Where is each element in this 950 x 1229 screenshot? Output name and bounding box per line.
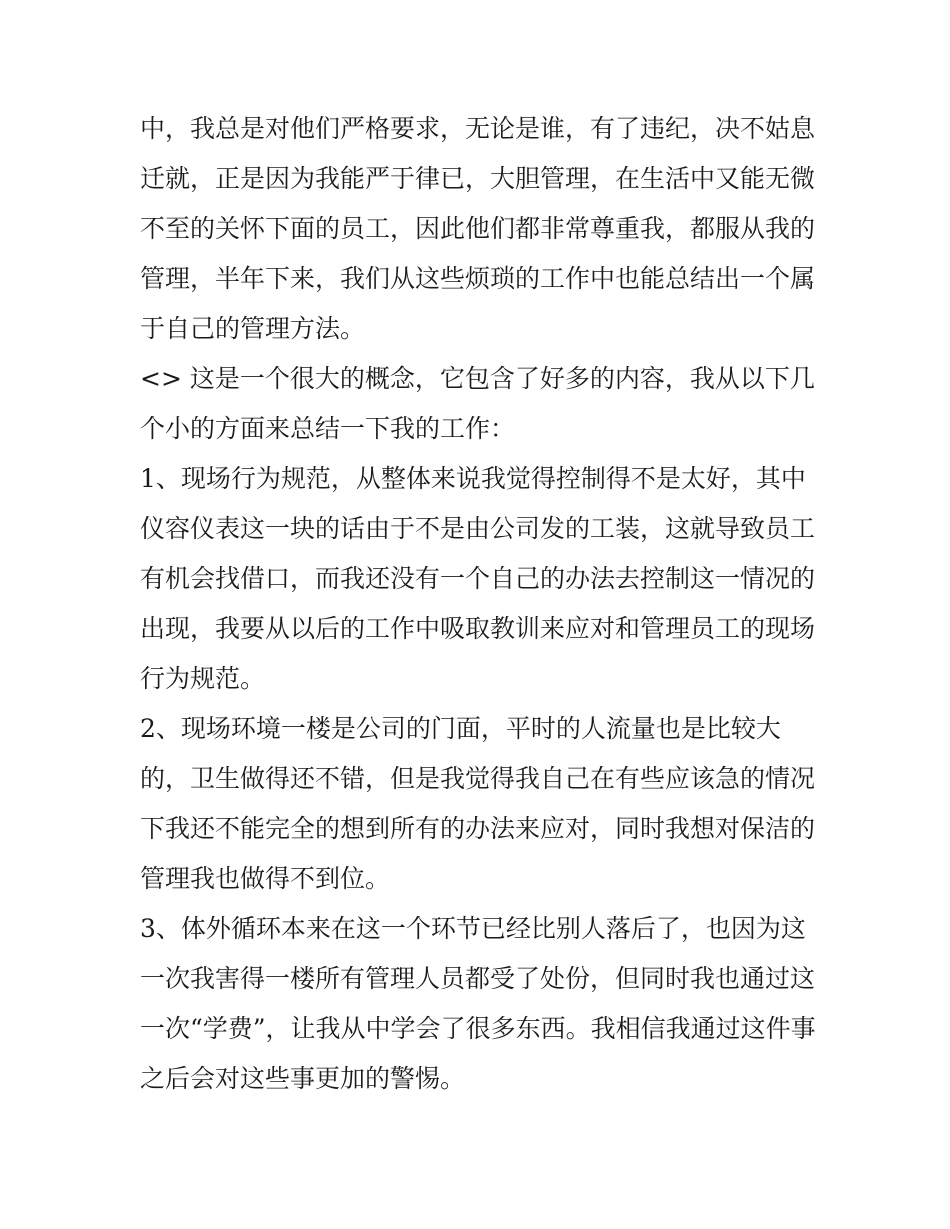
text-line: 仪容仪表这一块的话由于不是由公司发的工装，这就导致员工 — [140, 514, 816, 543]
text-line: 2、现场环境一楼是公司的门面，平时的人流量也是比较大 — [140, 714, 781, 743]
text-line: 于自己的管理方法。 — [140, 314, 366, 343]
text-line: 中，我总是对他们严格要求，无论是谁，有了违纪，决不姑息 — [140, 114, 816, 143]
text-line: 出现，我要从以后的工作中吸取教训来应对和管理员工的现场 — [140, 614, 816, 643]
text-line: 1、现场行为规范，从整体来说我觉得控制得不是太好，其中 — [140, 464, 806, 493]
text-line: 3、体外循环本来在这一个环节已经比别人落后了，也因为这 — [140, 914, 806, 943]
text-line: <> 这是一个很大的概念，它包含了好多的内容，我从以下几 — [140, 364, 815, 393]
text-line: 一次“学费”，让我从中学会了很多东西。我相信我通过这件事 — [140, 1014, 816, 1043]
text-line: 有机会找借口，而我还没有一个自己的办法去控制这一情况的 — [140, 564, 816, 593]
text-line: 之后会对这些事更加的警惕。 — [140, 1064, 466, 1093]
text-line: 行为规范。 — [140, 664, 266, 693]
text-line: 一次我害得一楼所有管理人员都受了处份，但同时我也通过这 — [140, 964, 816, 993]
text-line: 管理，半年下来，我们从这些烦琐的工作中也能总结出一个属 — [140, 264, 816, 293]
text-line: 管理我也做得不到位。 — [140, 864, 391, 893]
text-line: 个小的方面来总结一下我的工作： — [140, 414, 516, 443]
text-line: 不至的关怀下面的员工，因此他们都非常尊重我，都服从我的 — [140, 214, 816, 243]
text-line: 下我还不能完全的想到所有的办法来应对，同时我想对保洁的 — [140, 814, 816, 843]
document-body — [140, 104, 820, 1104]
text-line: 迁就，正是因为我能严于律已，大胆管理，在生活中又能无微 — [140, 164, 816, 193]
text-line: 的，卫生做得还不错，但是我觉得我自己在有些应该急的情况 — [140, 764, 816, 793]
